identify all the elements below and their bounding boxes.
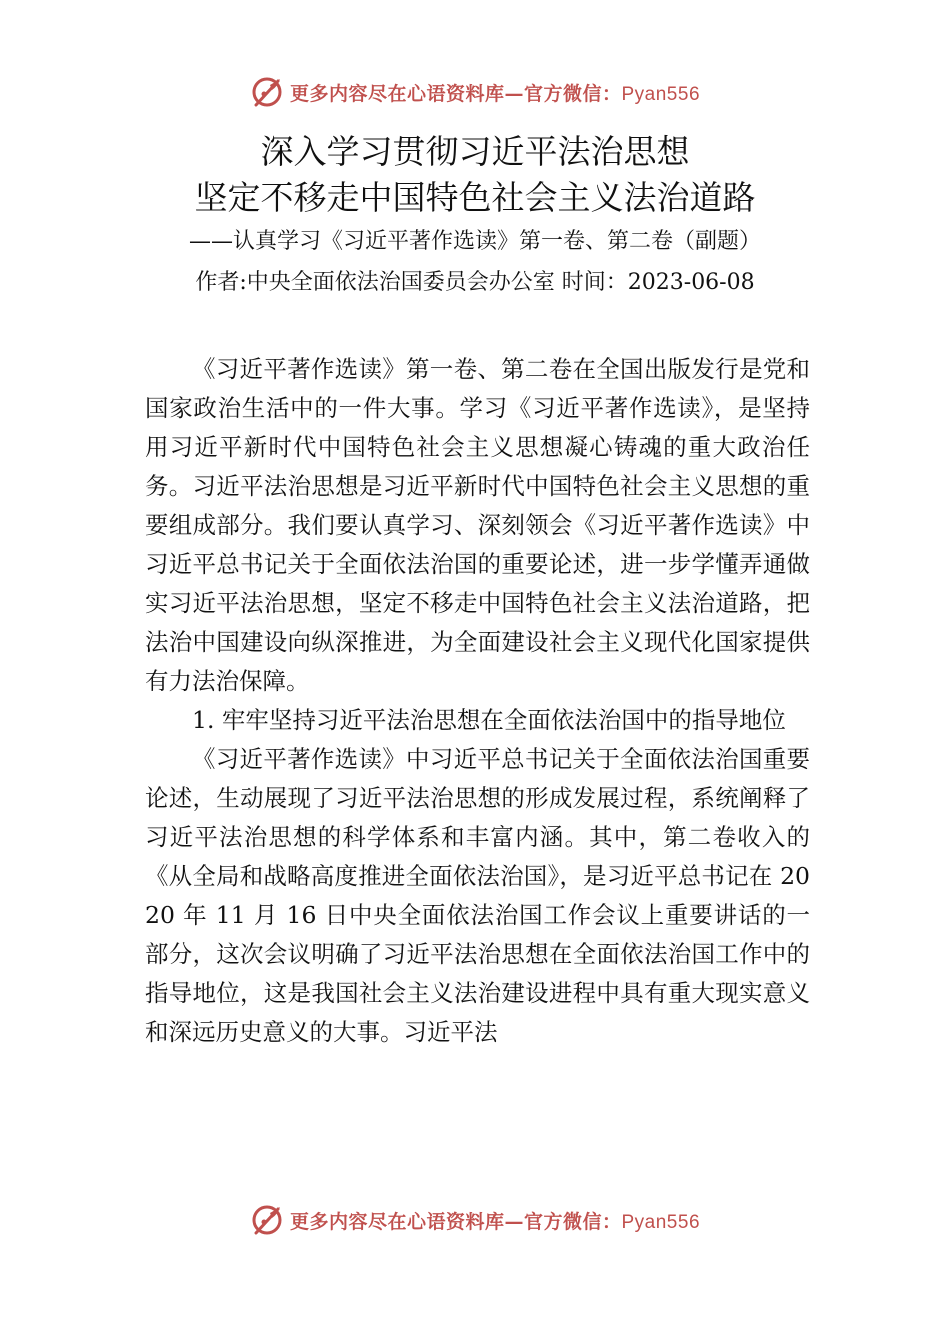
document-title-line-2: 坚定不移走中国特色社会主义法治道路 [194,178,756,217]
document-author-date: 作者:中央全面依法治国委员会办公室 时间：2023-06-08 [195,270,755,295]
watermark-contact: Pyan556 [621,1211,701,1233]
footer-watermark [0,1200,950,1240]
watermark-contact: Pyan556 [621,83,701,105]
body-paragraph-2: 《习近平著作选读》中习近平总书记关于全面依法治国重要论述，生动展现了习近平法治思想的形成发展过程，系统阐释了习近平法治思想的科学体系和丰富内涵。其中，第二卷收入的《从全局和战略高度推进全面依法治国》，是习近平总书记在 2020 年 11 月 16 日中央全面依法治国工作会议上重要讲话的一部分，这次会议明确了习近平法治思想在全面依法治国工作中的指导地位，这是我国社会主义法治建设进程中具有重大现实意义和深远历史意义的大事。习近平法 [145,745,810,1046]
document-title-line-1: 深入学习贯彻习近平法治思想 [260,132,690,171]
watermark-text: 更多内容尽在心语资料库—官方微信：Pyan556 [289,82,701,105]
watermark-text: 更多内容尽在心语资料库—官方微信：Pyan556 [289,1210,701,1233]
document-body [145,350,810,1052]
quill-seal-logo-icon [250,1203,284,1237]
header-watermark [0,72,950,112]
document-subtitle: ——认真学习《习近平著作选读》第一卷、第二卷（副题） [188,229,761,254]
section-heading-1: 1. 牢牢坚持习近平法治思想在全面依法治国中的指导地位 [192,706,786,734]
body-paragraph-1: 《习近平著作选读》第一卷、第二卷在全国出版发行是党和国家政治生活中的一件大事。学习《习近平著作选读》，是坚持用习近平新时代中国特色社会主义思想凝心铸魂的重大政治任务。习近平法治思想是习近平新时代中国特色社会主义思想的重要组成部分。我们要认真学习、深刻领会《习近平著作选读》中习近平总书记关于全面依法治国的重要论述，进一步学懂弄通做实习近平法治思想，坚定不移走中国特色社会主义法治道路，把法治中国建设向纵深推进，为全面建设社会主义现代化国家提供有力法治保障。 [145,355,810,695]
quill-seal-logo-icon [250,75,284,109]
